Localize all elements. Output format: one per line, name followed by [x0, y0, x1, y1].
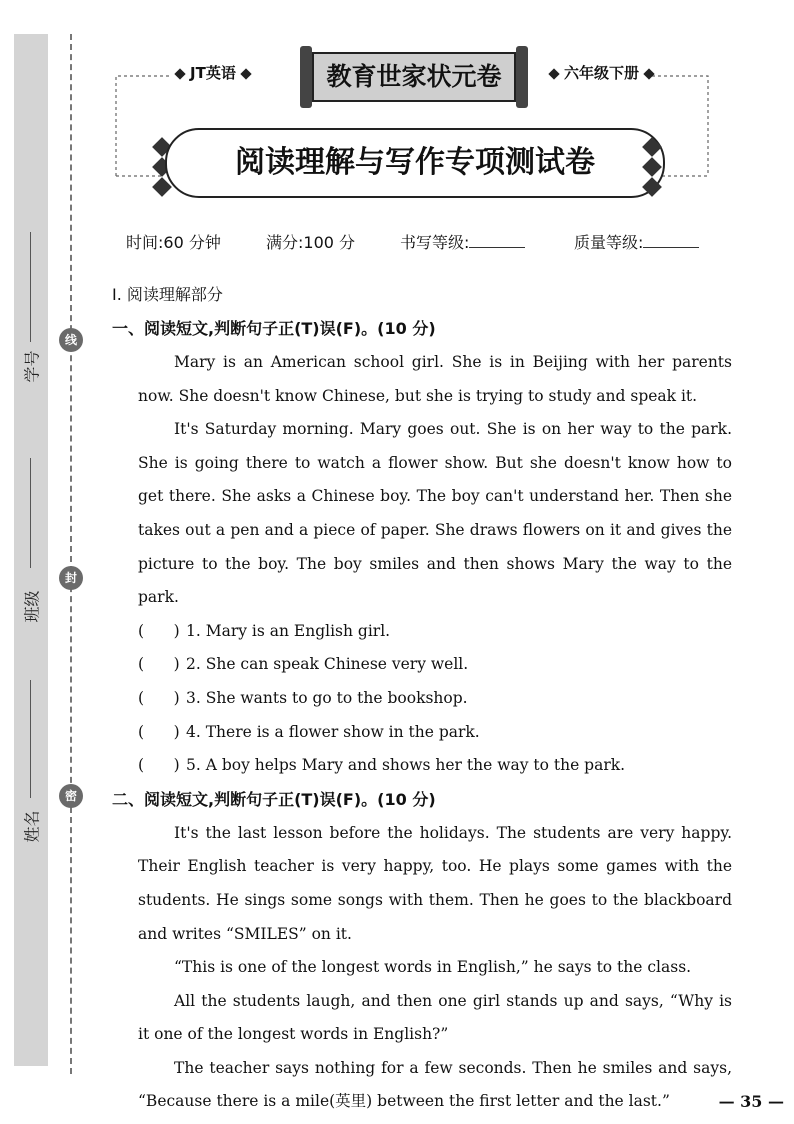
answer-blank[interactable]: ( )	[138, 621, 180, 640]
name-line	[30, 680, 31, 798]
diamond-icon	[240, 68, 251, 79]
student-id-line	[30, 232, 31, 342]
answer-blank[interactable]: ( )	[138, 722, 180, 741]
full-score: 满分:100 分	[266, 233, 356, 252]
cut-line	[70, 34, 72, 1074]
page-title: 阅读理解与写作专项测试卷	[165, 128, 665, 198]
seal-seal: 封	[59, 566, 83, 590]
passage2-paragraph: “This is one of the longest words in English,” he says to the class.	[174, 958, 692, 977]
seal-line: 线	[59, 328, 83, 352]
class-label: 班级	[22, 590, 42, 623]
reading-content	[112, 278, 732, 1119]
passage2-paragraph: The teacher says nothing for a few seconds. Then he smiles and says, “Because there is a mile(英里) between the first letter and the last.”	[138, 1058, 732, 1111]
name-label: 姓名	[22, 810, 42, 843]
question-item: ( ) 4. There is a flower show in the park.	[112, 716, 732, 750]
diamond-icon	[548, 68, 559, 79]
writing-grade-blank[interactable]	[469, 233, 525, 248]
question-item: ( ) 1. Mary is an English girl.	[112, 615, 732, 649]
section1-heading: 一、阅读短文,判断句子正(T)误(F)。(10 分)	[112, 319, 436, 338]
diamond-icon	[643, 68, 654, 79]
scroll-roll-left	[300, 46, 312, 108]
question-item: ( ) 2. She can speak Chinese very well.	[112, 648, 732, 682]
answer-blank[interactable]: ( )	[138, 655, 180, 674]
quality-grade-blank[interactable]	[643, 233, 699, 248]
student-id-label: 学号	[22, 350, 42, 383]
passage2-paragraph: It's the last lesson before the holidays. The students are very happy. Their English teacher is very happy, too. He plays some games with the students. He sings some songs with them. Then he goes to the blackboard and writes “SMILES” on it.	[138, 823, 732, 943]
question-item: ( ) 3. She wants to go to the bookshop.	[112, 682, 732, 716]
part-heading: Ⅰ. 阅读理解部分	[112, 285, 223, 304]
passage1-paragraph: Mary is an American school girl. She is in Beijing with her parents now. She doesn't know Chinese, but she is trying to study and speak it.	[138, 353, 732, 405]
section2-heading: 二、阅读短文,判断句子正(T)误(F)。(10 分)	[112, 789, 436, 809]
subject-tag: JT英语	[170, 62, 256, 83]
series-title: 教育世家状元卷	[312, 52, 516, 102]
passage2-paragraph: All the students laugh, and then one girl stands up and says, “Why is it one of the longest words in English?”	[138, 991, 732, 1044]
time-limit: 时间:60 分钟	[126, 233, 221, 252]
class-line	[30, 458, 31, 568]
series-banner	[300, 46, 528, 108]
quality-grade: 质量等级:	[574, 230, 699, 253]
page-number: — 35 —	[718, 1092, 784, 1111]
scroll-roll-right	[516, 46, 528, 108]
diamond-icon	[174, 68, 185, 79]
binding-strip	[14, 34, 48, 1066]
right-diamond-stack	[642, 140, 662, 200]
answer-blank[interactable]: ( )	[138, 756, 180, 775]
grade-tag: 六年级下册	[544, 62, 659, 83]
seal-secret: 密	[59, 784, 83, 808]
answer-blank[interactable]: ( )	[138, 688, 180, 707]
passage1-paragraph: It's Saturday morning. Mary goes out. She is on her way to the park. She is going there to watch a flower show. But she doesn't know how to get there. She asks a Chinese boy. The boy can't understand her. Then she takes out a pen and a piece of paper. She draws flowers on it and gives the picture to the boy. The boy smiles and then shows Mary the way to the park.	[138, 420, 732, 607]
question-item: ( ) 5. A boy helps Mary and shows her the way to the park.	[112, 749, 732, 783]
writing-grade: 书写等级:	[400, 230, 525, 253]
